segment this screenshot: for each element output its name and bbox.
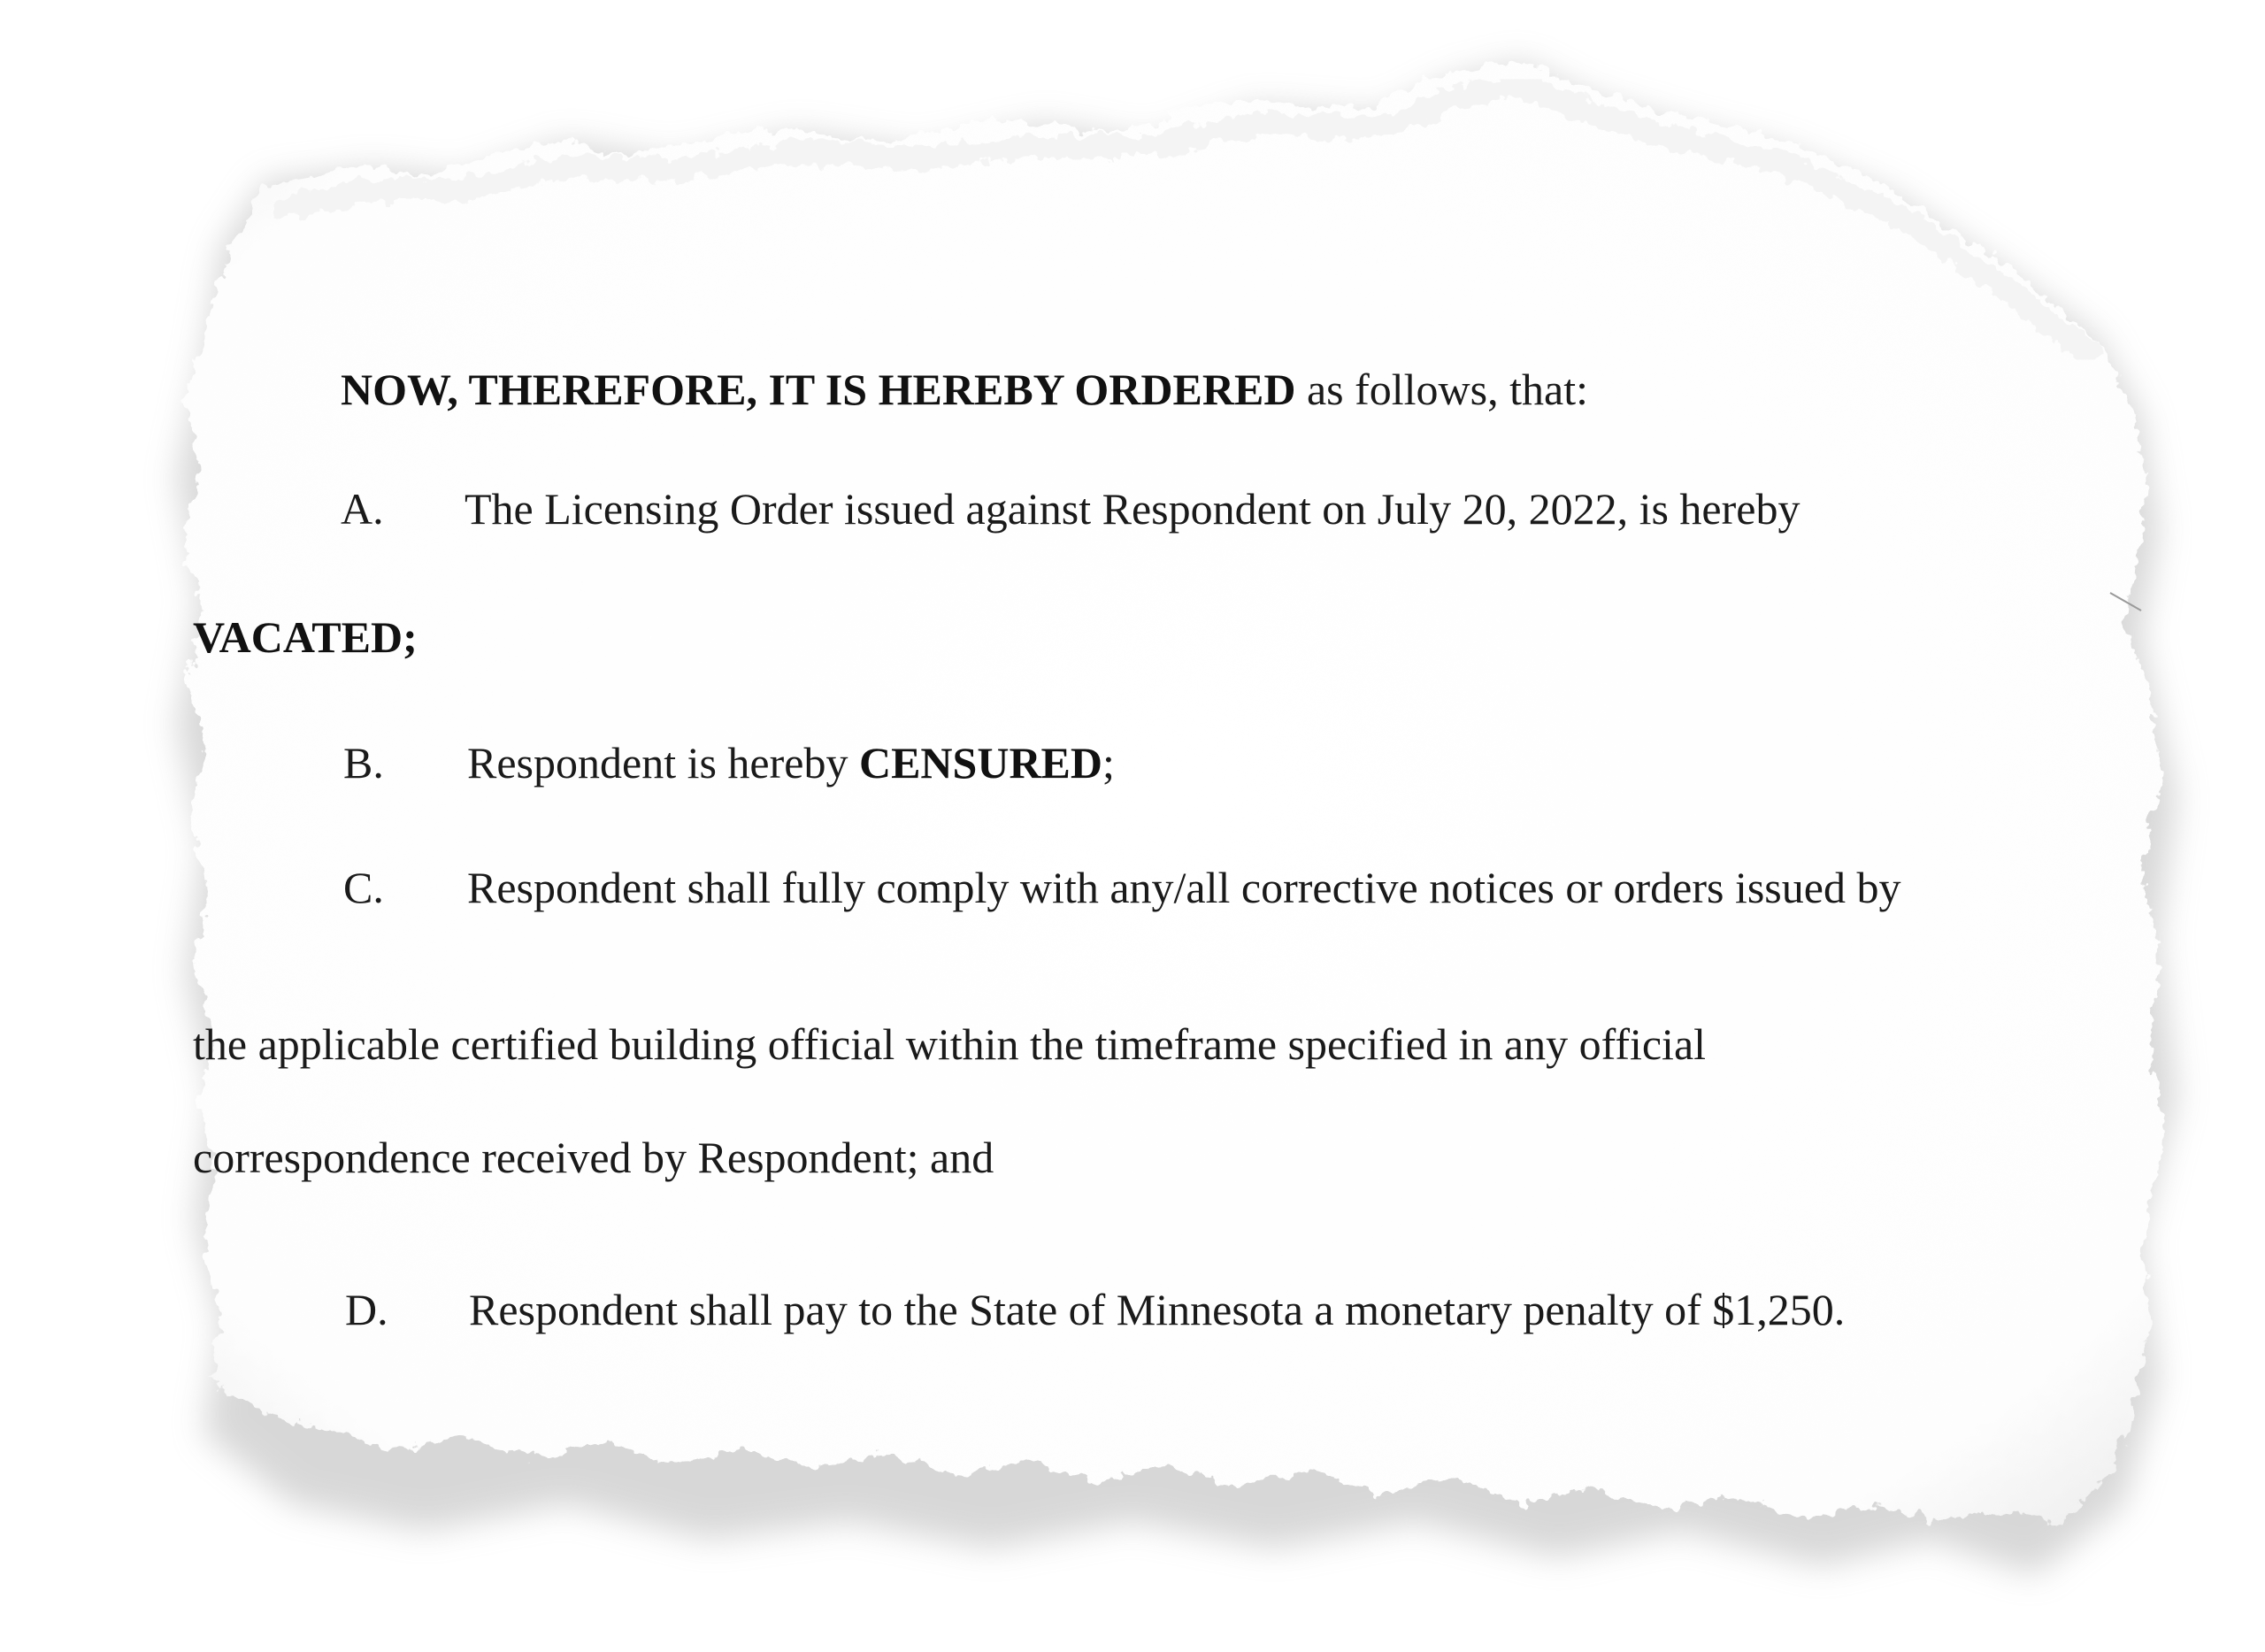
item-b-end: ; — [1102, 738, 1115, 788]
item-c-line1: Respondent shall fully comply with any/all corrective notices or orders issued by — [467, 863, 1901, 912]
order-intro — [341, 365, 1588, 414]
censured-term: CENSURED — [858, 738, 1103, 788]
item-b-letter: B. — [343, 738, 384, 788]
ordered-heading-rest: as follows, that: — [1295, 365, 1588, 414]
item-c-line2: the applicable certified building official within the timeframe specified in any official — [193, 1019, 1707, 1069]
item-b — [343, 738, 1115, 788]
item-d-text: Respondent shall pay to the State of Minnesota a monetary penalty of $1,250. — [469, 1285, 1846, 1334]
item-b-text: Respondent is hereby — [467, 738, 859, 788]
item-a-text: The Licensing Order issued against Respondent on July 20, 2022, is hereby — [465, 484, 1800, 534]
item-c-letter: C. — [343, 863, 384, 912]
item-d — [345, 1287, 1845, 1332]
item-c-line3: correspondence received by Respondent; and — [193, 1133, 994, 1182]
item-c — [343, 865, 1900, 910]
item-a-letter: A. — [341, 484, 384, 534]
vacated-term-end: ; — [403, 612, 418, 662]
item-a — [341, 484, 1800, 534]
item-a-continuation — [193, 612, 418, 662]
item-d-letter: D. — [345, 1285, 388, 1334]
vacated-term: VACATED — [193, 612, 403, 662]
ordered-heading: NOW, THEREFORE, IT IS HEREBY ORDERED — [341, 365, 1296, 414]
